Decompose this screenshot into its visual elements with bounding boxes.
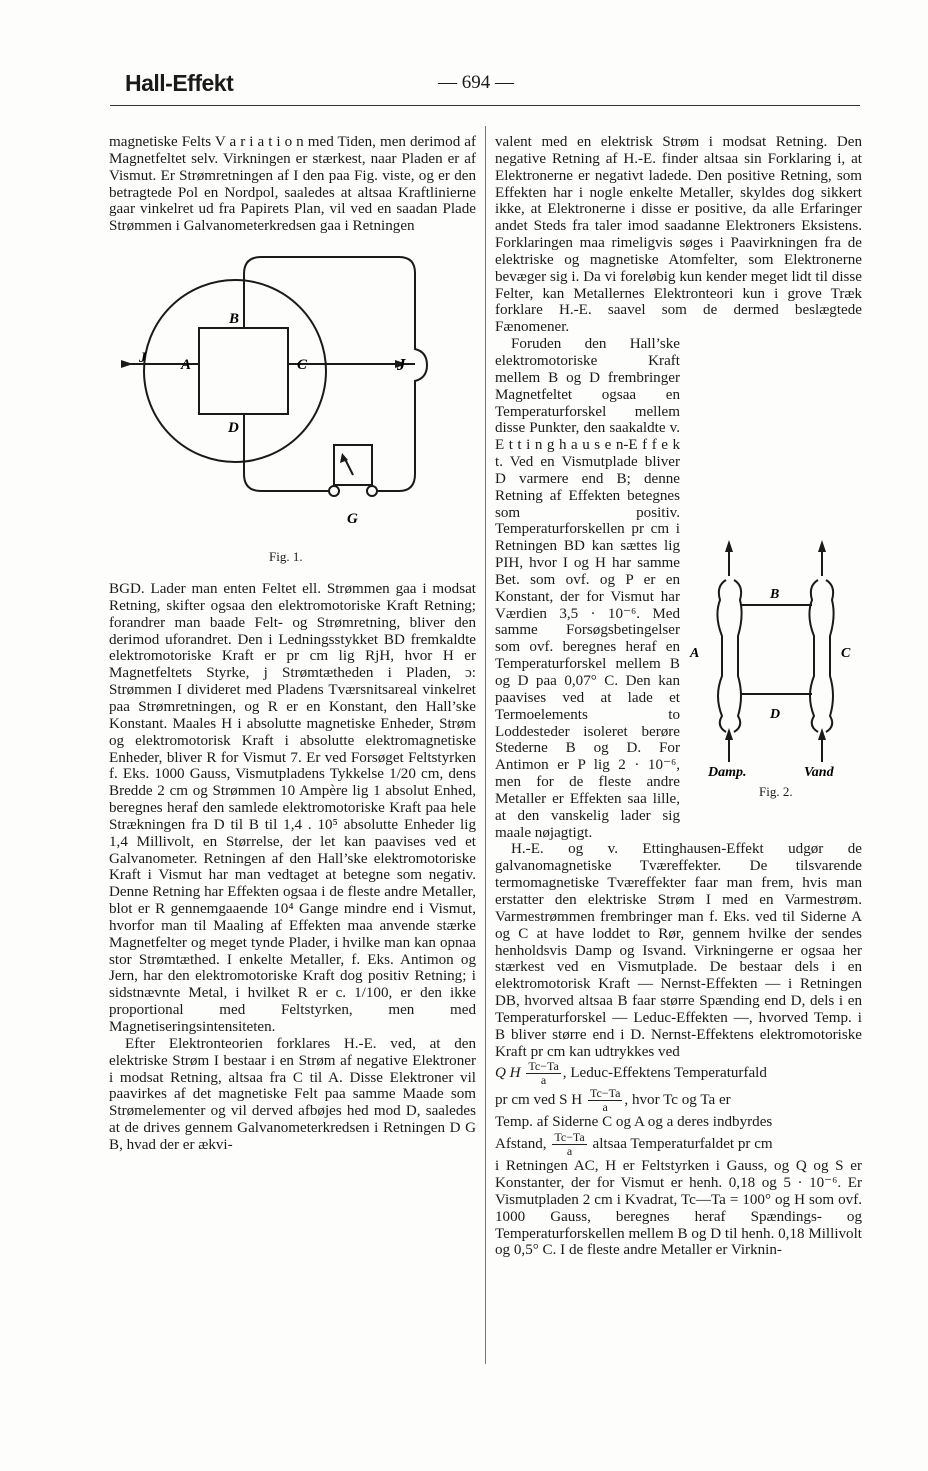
label-b: B <box>770 587 780 603</box>
tube-a-right <box>734 580 742 732</box>
label-c: C <box>841 646 851 662</box>
fraction-denominator: a <box>602 1100 608 1115</box>
header-divider <box>110 105 860 106</box>
galvanometer-box <box>334 445 372 485</box>
label-b: B <box>229 311 240 328</box>
galvanometer-needle <box>345 459 353 475</box>
terminal-right <box>367 486 377 496</box>
math-symbols: Q H <box>495 1065 521 1082</box>
fraction-numerator: Tc−Ta <box>554 1130 585 1145</box>
fraction-denominator: a <box>566 1144 573 1159</box>
label-j-left: J <box>139 350 147 367</box>
arrow-up-a-bottom <box>725 728 733 740</box>
arrow-up-c-bottom <box>818 728 826 740</box>
paragraph: BGD. Lader man enten Feltet ell. Strømmen gaa i modsat Retning, skifter ogsaa den elektromotoriske Kraft Retning; forandrer man baade Felt- og Strømretning, bliver den derimod uforandret. Den i Ledningsstykket BD fremkaldte elektromotoriske Kraft er pr cm lig RjH, hvor H er Magnetfeltets Styrke, j Strømtætheden i Pladen, ɔ: Strømmen I divideret med Pladens Tværsnitsareal vinkelret paa Strømretningen, og R er en Konstant, den Hall’ske Konstant. Maales H i absolutte magnetiske Enheder, Strøm og elektromotorisk Kraft i absolutte elektromagnetiske Enheder, bliver R for Vismut 7. Er ved Forsøget Feltstyrken f. Eks. 1000 Gauss, Vismutpladens Tykkelse 1/20 cm, dens Bredde 2 cm og Strømmen 10 Ampère lig 1 absolut Enhed, beregnes heraf den samlede elektromotoriske Kraft paa hele Strækningen fra D til B til 1,4 . 10⁵ absolutte Enheder lig 1,4 Millivolt, en Størrelse, der let kan paavises ved et Galvanometer. Retningen af den Hall’ske elektromotoriske Kraft i Vismut har man vedtaget at betegne som negativ. Denne Retning har Effekten ogsaa i de fleste andre Metaller, blot er R gennemgaaende 10⁴ Gange mindre end i Vismut, hvorfor man til Maaling af Effekten maa anvende stærke Magnetfelter og meget tynde Plader, i hvilke man kan opnaa stor Strømtæthed. I enkelte Metaller, f. Eks. Antimon og Jern, har den elektromotoriske Kraft dog positiv Retning; i sidstnævnte Metal, i hvilket R er c. 1/100, er den ikke proportional med Feltstyrken, men med Magnetiseringsintensiteten. <box>109 581 476 1035</box>
label-c: C <box>297 357 308 374</box>
paragraph: i Retningen AC, H er Feltstyrken i Gauss, og Q og S er Konstanter, der for Vismut er henh. 0,18 og 5 · 10⁻⁶. Er Vismutpladen 2 cm i Kvadrat, Tc—Ta = 100° og H som ovf. 1000 Gauss, beregnes heraf Spændings- og Temperaturforskellen mellem B og D til henh. 0,18 Millivolt og 0,5° C. I de fleste andre Metaller er Virknin- <box>495 1158 862 1259</box>
math-text: , hvor Tc og Ta er <box>624 1092 731 1109</box>
arrow-up-c-top <box>818 540 826 552</box>
math-line <box>495 1131 862 1158</box>
label-d: D <box>770 707 781 723</box>
arrow-up-a-top <box>725 540 733 552</box>
math-text: altsaa Temperaturfaldet pr cm <box>592 1136 773 1153</box>
paragraph: magnetiske Felts V a r i a t i o n med Tiden, men derimod af Magnetfeltet selv. Virkningen er stærkest, naar Pladen er af Vismut. Er Strømretningen af I den paa Fig. viste, og er den betragtede Pol en Nordpol, saaledes at altsaa Kraftlinierne gaar vinkelret ud fra Papirets Plan, vil ved en saadan Plade Strømmen i Galvanometerkredsen gaa i Retningen <box>109 134 476 235</box>
metal-plate <box>199 328 288 414</box>
math-symbols: pr cm ved S H <box>495 1092 583 1109</box>
label-g: G <box>347 511 358 528</box>
fraction <box>526 1060 560 1087</box>
label-a: A <box>181 357 192 374</box>
hall-effect-diagram <box>109 239 476 581</box>
tube-c-left <box>809 580 818 732</box>
paragraph: H.-E. og v. Ettinghausen-Effekt udgør de galvanomagnetiske Tværeffekter. De tilsvarende termomagnetiske Tværeffekter faar man frem, hvis man erstatter den elektriske Strøm I med en Varmestrøm. Varmestrømmen frembringer man f. Eks. ved til Siderne A og C at have loddet to Rør, gennem hvilke der sendes henholdsvis Damp og Isvand. Virkningerne er ogsaa her stærkest ved en Vismutplade. De bestaar dels i en elektromotorisk Kraft — Nernst-Effekten — i Retningen DB, hvorved altsaa B faar større Spænding end D, dels i en Temperaturforskel — Leduc-Effekten —, hvorved Temp. i B bliver større end i D. Nernst-Effektens elektromotoriske Kraft pr cm kan udtrykkes ved <box>495 841 862 1060</box>
thermomagnetic-diagram <box>686 526 866 810</box>
figure-1 <box>109 239 476 581</box>
galvanometer-wire-top <box>244 257 427 491</box>
right-column <box>495 134 862 1259</box>
arrow-in <box>121 360 133 368</box>
left-column <box>109 134 476 1154</box>
math-text: Afstand, <box>495 1136 547 1153</box>
fraction <box>552 1131 586 1158</box>
fraction-numerator: Tc−Ta <box>589 1086 621 1101</box>
math-line <box>495 1087 862 1114</box>
paragraph: valent med en elektrisk Strøm i modsat Retning. Den negative Retning af H.-E. finder altsaa sin Forklaring i, at Elektronerne er negativt ladede. Den positive Retning, som Effekten har i nogle enkelte Metaller, skyldes dog sikkert ikke, at Elektronerne i disse er positive, da alle Erfaringer andet Steds fra taler imod saadanne Elektroners Eksistens. Forklaringen maa rimeligvis søges i Paavirkningen fra de elektriske og magnetiske Atomfelter, som Elektronerne bevæger sig i. Da vi foreløbig kun kender meget lidt til disse Felter, kan Metallernes Elektronteori kun i grove Træk forklare H.-E. saavel som de dermed beslægtede Fænomener. <box>495 134 862 336</box>
math-line <box>495 1060 862 1087</box>
fraction-numerator: Tc−Ta <box>528 1059 559 1074</box>
figure-caption: Fig. 2. <box>759 784 793 800</box>
figure-2 <box>686 526 866 810</box>
fraction-denominator: a <box>540 1073 547 1088</box>
tube-c-right <box>826 580 834 732</box>
tube-a-left <box>717 580 726 732</box>
label-a: A <box>690 646 700 662</box>
figure-caption: Fig. 1. <box>269 549 303 565</box>
column-divider <box>485 126 486 1364</box>
math-line: Temp. af Siderne C og A og a deres indbyrdes <box>495 1114 773 1131</box>
math-text: , Leduc-Effektens Temperaturfald <box>562 1065 767 1082</box>
running-title: Hall-Effekt <box>125 70 234 96</box>
label-vand: Vand <box>804 765 834 781</box>
page-number: — 694 — <box>438 72 514 93</box>
label-d: D <box>228 420 239 437</box>
paragraph: Foruden den Hall’ske elektromotoriske Kraft mellem B og D frembringer Magnetfeltet ogsaa en Temperaturforskel mellem disse Punkter, den saakaldte v. E t t i n g h a u s e n-E f f e k t. Ved en Vismutplade bliver D varmere end B; denne Retning af Effekten betegnes som positiv. Temperaturforskellen pr cm i Retningen BD kan sættes lig PIH, hvor I og H har samme Bet. som ovf. og P er en Konstant, der for Vismut har Værdien 3,5 · 10⁻⁶. Med samme Forsøgsbetingelser som ovf. beregnes heraf en Temperaturforskel mellem B og D paa 0,07° C. Den kan paavises ved at lade et Termoelements to Loddesteder isoleret berøre Stederne B og D. For Antimon er P lig 2 · 10⁻⁶, men for de fleste andre Metaller er Effekten saa lille, at den vanskelig lader sig maale nøjagtigt. <box>495 336 680 841</box>
fraction <box>588 1087 622 1114</box>
label-damp: Damp. <box>708 765 747 781</box>
paragraph: Efter Elektronteorien forklares H.-E. ved, at den elektriske Strøm I bestaar i en Strøm af negative Elektroner i modsat Retning, altsaa fra C til A. Disse Elektroner vil paavirkes af det magnetiske Felt paa samme Maade som Strømelementer og vil derved afbøjes hed mod D, saaledes at de drives gennem Galvanometerkredsen i Retningen D G B, hvad der er ækvi- <box>109 1035 476 1153</box>
terminal-left <box>329 486 339 496</box>
label-j-right: J <box>397 355 406 375</box>
galvanometer-wire-bottom <box>244 414 329 491</box>
